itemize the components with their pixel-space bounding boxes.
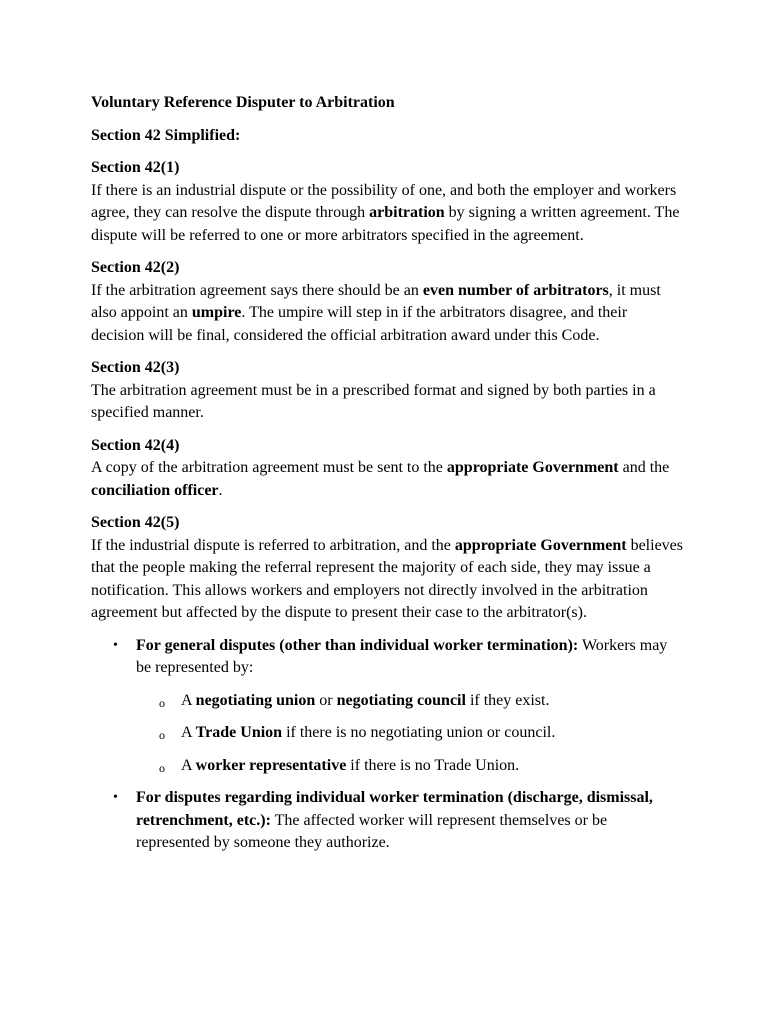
sub-list-item: o A Trade Union if there is no negotiating union or council.: [136, 722, 683, 745]
section-body: If the industrial dispute is referred to arbitration, and the appropriate Government believes that the people making the referral represent the majority of each side, they may issue a notification. This allows workers and employers not directly involved in the arbitration agreement but affected by the dispute to present their case to the arbitrator(s).: [91, 536, 683, 621]
section-42-3: [91, 357, 683, 425]
circle-bullet-icon: o: [159, 760, 165, 775]
bullet-list: [91, 635, 683, 855]
section-body: If there is an industrial dispute or the possibility of one, and both the employer and workers agree, they can resolve the dispute through arbitration by signing a written agreement. The dispute will be referred to one or more arbitrators specified in the agreement.: [91, 181, 680, 244]
document-page: [91, 92, 683, 865]
section-heading: Section 42(5): [91, 514, 180, 531]
section-heading: Section 42(3): [91, 359, 180, 376]
section-body: A copy of the arbitration agreement must be sent to the appropriate Government and the conciliation officer.: [91, 459, 670, 499]
section-body: If the arbitration agreement says there should be an even number of arbitrators, it must also appoint an umpire. The umpire will step in if the arbitrators disagree, and their decision will be final, considered the official arbitration award under this Code.: [91, 281, 661, 344]
bullet-icon: •: [113, 790, 118, 805]
sub-list: [136, 690, 683, 778]
list-item: • For disputes regarding individual worker termination (discharge, dismissal, retrenchment, etc.): The affected worker will represent themselves or be represented by someone they authorize.: [113, 789, 653, 851]
section-heading: Section 42(1): [91, 159, 180, 176]
document-subtitle: Section 42 Simplified:: [91, 126, 241, 144]
section-42-2: [91, 257, 683, 347]
circle-bullet-icon: o: [159, 728, 165, 742]
circle-bullet-icon: o: [159, 695, 165, 710]
section-42-4: [91, 435, 683, 503]
bullet-icon: •: [113, 637, 118, 653]
sub-list-item: o A worker representative if there is no Trade Union.: [136, 755, 683, 778]
section-body: The arbitration agreement must be in a prescribed format and signed by both parties in a specified manner.: [91, 381, 656, 421]
section-heading: Section 42(4): [91, 436, 180, 454]
section-42-1: [91, 157, 683, 247]
sub-list-item: o A negotiating union or negotiating council if they exist.: [136, 690, 683, 713]
list-item: • For general disputes (other than individual worker termination): Workers may be represented by: o A negotiating union or negotiating council if they exist. o A Trade Union if there is no negotiating union or council. o A worker representative if there is no Trade Union.: [91, 635, 683, 778]
section-heading: Section 42(2): [91, 259, 180, 276]
section-42-5: [91, 512, 683, 625]
document-title: Voluntary Reference Disputer to Arbitration: [91, 94, 395, 111]
